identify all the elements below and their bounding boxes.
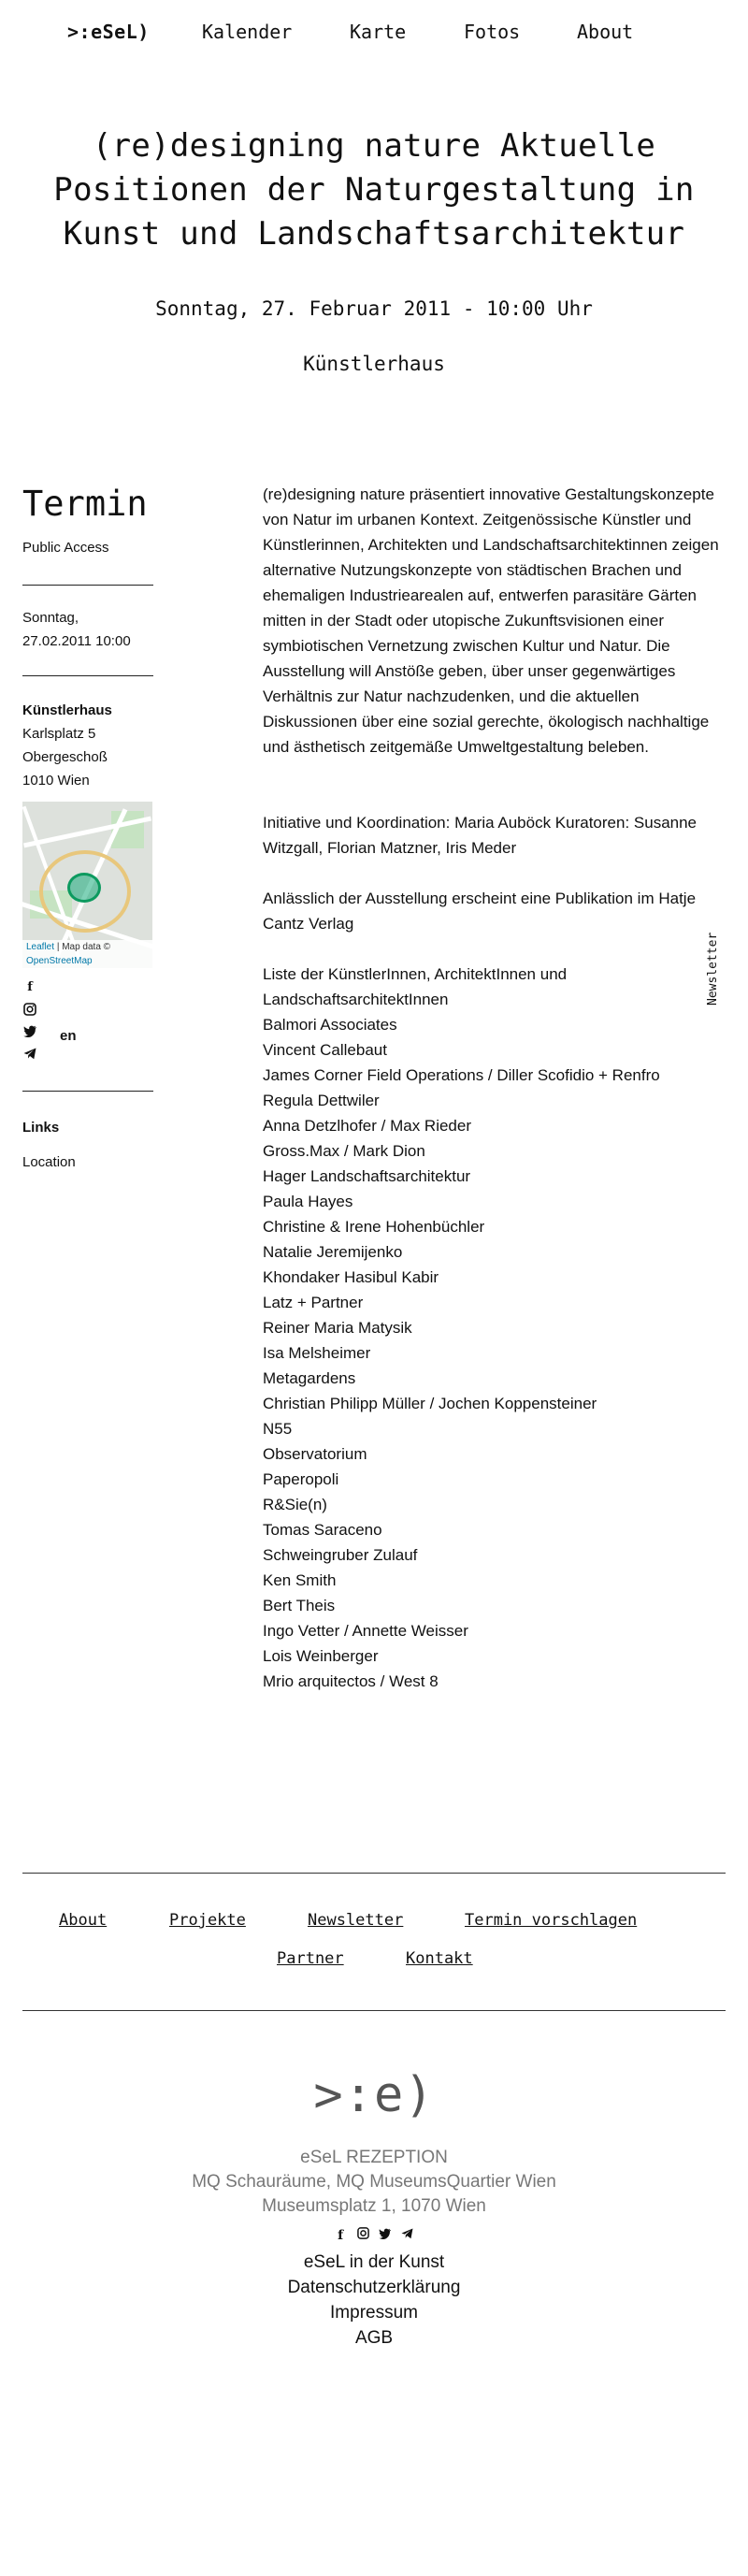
language-switch[interactable]: en xyxy=(60,1028,77,1044)
nav-link-fotos[interactable]: Fotos xyxy=(464,21,521,43)
facebook-icon[interactable]: f xyxy=(27,980,33,994)
date-line-2: 27.02.2011 10:00 xyxy=(22,633,131,649)
access-label: Public Access xyxy=(22,540,109,556)
list-item: Christian Philipp Müller / Jochen Koppensteiner xyxy=(263,1395,597,1412)
newsletter-tab[interactable]: Newsletter xyxy=(706,932,720,1006)
footer-social-icons xyxy=(0,2227,748,2243)
list-item: Metagardens xyxy=(263,1369,356,1387)
list-item: N55 xyxy=(263,1420,293,1438)
venue-name[interactable]: Künstlerhaus xyxy=(22,702,112,718)
divider xyxy=(22,1091,153,1092)
map-data-text: | Map data © xyxy=(56,942,111,952)
footer-divider xyxy=(22,2010,726,2011)
footer-logo[interactable]: >:e) xyxy=(313,2067,435,2123)
list-item: Balmori Associates xyxy=(263,1016,397,1034)
address-line: 1010 Wien xyxy=(22,773,90,789)
footer-link-termin-vorschlagen[interactable]: Termin vorschlagen xyxy=(465,1911,638,1930)
list-item: Schweingruber Zulauf xyxy=(263,1546,418,1564)
sidebar-heading: Termin xyxy=(22,484,148,524)
openstreetmap-link[interactable]: OpenStreetMap xyxy=(26,956,93,966)
address-line: Karlsplatz 5 xyxy=(22,726,96,742)
divider xyxy=(22,585,153,586)
footer-divider xyxy=(22,1873,726,1874)
instagram-icon[interactable] xyxy=(22,1003,37,1018)
list-item: Latz + Partner xyxy=(263,1294,364,1311)
list-item: Ken Smith xyxy=(263,1571,337,1589)
footer-link-datenschutz[interactable]: Datenschutzerklärung xyxy=(287,2278,461,2297)
list-item: Ingo Vetter / Annette Weisser xyxy=(263,1622,468,1640)
list-item: Paperopoli xyxy=(263,1470,339,1488)
footer-link-agb[interactable]: AGB xyxy=(354,2328,394,2348)
list-item: Vincent Callebaut xyxy=(263,1041,387,1059)
nav-link-karte[interactable]: Karte xyxy=(350,21,407,43)
description-publication: Anlässlich der Ausstellung erscheint eine Publikation im Hatje Cantz Verlag xyxy=(263,890,697,933)
twitter-icon[interactable] xyxy=(22,1025,37,1040)
map-attribution xyxy=(22,940,152,968)
event-date: Sonntag, 27. Februar 2011 - 10:00 Uhr xyxy=(155,297,593,320)
list-item: Lois Weinberger xyxy=(263,1647,379,1665)
artist-list xyxy=(263,1012,730,1694)
footer-location: MQ Schauräume, MQ MuseumsQuartier Wien xyxy=(192,2172,556,2192)
description-initiative: Initiative und Koordination: Maria Auböck Kuratoren: Susanne Witzgall, Florian Matzner, Iris Meder xyxy=(263,814,698,857)
footer-link-kontakt[interactable]: Kontakt xyxy=(406,1949,473,1968)
address-line: Obergeschoß xyxy=(22,749,108,765)
leaflet-link[interactable]: Leaflet xyxy=(26,942,55,952)
twitter-icon[interactable] xyxy=(376,2227,395,2242)
artist-list-heading: Liste der KünstlerInnen, ArchitektInnen und LandschaftsarchitektInnen xyxy=(263,965,568,1008)
list-item: Paula Hayes xyxy=(263,1193,353,1210)
top-navigation xyxy=(0,21,748,49)
telegram-icon[interactable] xyxy=(22,1048,37,1063)
location-marker[interactable] xyxy=(67,873,101,903)
instagram-icon[interactable] xyxy=(353,2227,372,2242)
footer-org-name: eSeL REZEPTION xyxy=(300,2148,448,2167)
site-logo[interactable]: >:eSeL) xyxy=(67,21,150,43)
list-item: Natalie Jeremijenko xyxy=(263,1243,403,1261)
divider xyxy=(22,675,153,676)
footer-link-partner[interactable]: Partner xyxy=(277,1949,344,1968)
list-item: Anna Detzlhofer / Max Rieder xyxy=(263,1117,471,1135)
list-item: Khondaker Hasibul Kabir xyxy=(263,1268,439,1286)
footer-link-newsletter[interactable]: Newsletter xyxy=(308,1911,404,1930)
location-link[interactable]: Location xyxy=(22,1154,76,1170)
list-item: Reiner Maria Matysik xyxy=(263,1319,412,1337)
list-item: Christine & Irene Hohenbüchler xyxy=(263,1218,485,1236)
event-venue[interactable]: Künstlerhaus xyxy=(303,353,445,375)
list-item: Mrio arquitectos / West 8 xyxy=(263,1672,439,1690)
telegram-icon[interactable] xyxy=(398,2227,417,2242)
nav-link-about[interactable]: About xyxy=(577,21,634,43)
list-item: James Corner Field Operations / Diller Scofidio + Renfro xyxy=(263,1066,660,1084)
event-description xyxy=(263,482,730,1694)
description-intro: (re)designing nature präsentiert innovative Gestaltungskonzepte von Natur im urbanen Kontext. Zeitgenössische Künstler und Künstlerinnen, Architekten und Landschaftsarchitektinnen zeigen alternative Nutzungskonzepte von städtischen Brachen und ehemaligen Industriearealen auf, entwerfen parasitäre Gärten mitten in der Stadt oder utopische Zukunftsvisionen einer symbiotischen Vernetzung zwischen Kultur und Natur. Die Ausstellung will Anstöße geben, über unser gegenwärtiges Verhältnis zur Natur nachzudenken, und die aktuellen Diskussionen über eine sozial gerechte, ökologisch nachhaltige und ästhetisch zeitgemäße Umweltgestaltung beleben. xyxy=(263,485,719,756)
footer-street: Museumsplatz 1, 1070 Wien xyxy=(262,2196,486,2216)
facebook-icon[interactable]: f xyxy=(338,2228,344,2243)
nav-link-kalender[interactable]: Kalender xyxy=(202,21,293,43)
list-item: R&Sie(n) xyxy=(263,1496,327,1513)
list-item: Observatorium xyxy=(263,1445,367,1463)
list-item: Gross.Max / Mark Dion xyxy=(263,1142,425,1160)
links-heading: Links xyxy=(22,1120,60,1136)
date-line-1: Sonntag, xyxy=(22,610,79,626)
footer-link-about[interactable]: About xyxy=(59,1911,108,1930)
footer-link-impressum[interactable]: Impressum xyxy=(330,2303,418,2323)
list-item: Tomas Saraceno xyxy=(263,1521,382,1539)
list-item: Regula Dettwiler xyxy=(263,1092,380,1109)
list-item: Bert Theis xyxy=(263,1597,336,1614)
footer-link-projekte[interactable]: Projekte xyxy=(169,1911,246,1930)
location-map[interactable] xyxy=(22,802,152,968)
event-title: (re)designing nature Aktuelle Positionen der Naturgestaltung in Kunst und Landschaftsarchitektur xyxy=(53,127,695,253)
footer-link-esel-in-der-kunst[interactable]: eSeL in der Kunst xyxy=(303,2252,445,2272)
list-item: Isa Melsheimer xyxy=(263,1344,371,1362)
list-item: Hager Landschaftsarchitektur xyxy=(263,1167,471,1185)
